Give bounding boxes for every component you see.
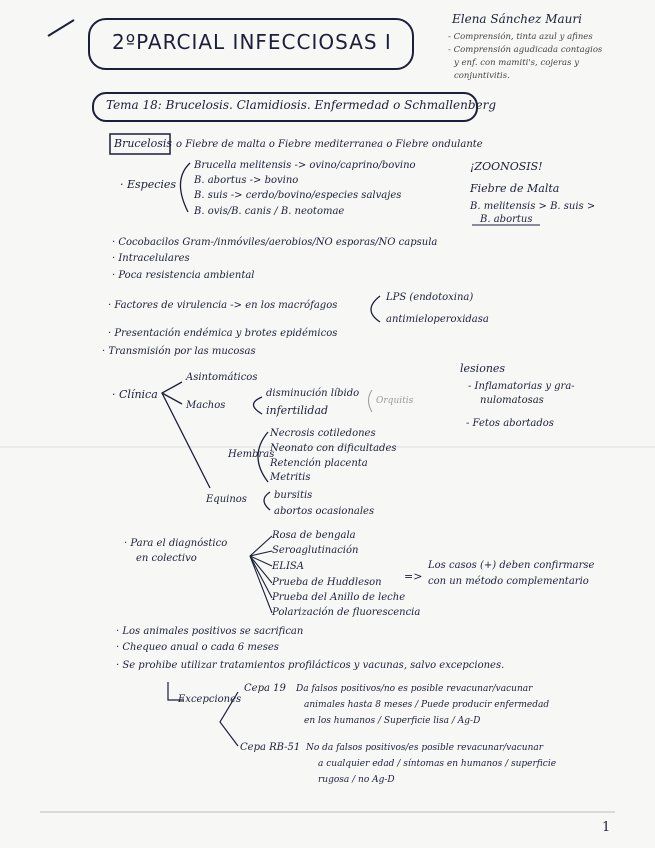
header-note-4: conjuntivitis. [454,71,510,81]
lesiones-title: lesiones [460,362,506,375]
machos-label: Machos [186,400,226,411]
zoonosis-line: Fiebre de Malta [470,182,560,195]
header-note-3: y enf. con mamiti's, cojeras y [454,58,579,68]
hembras-item: Retención placenta [270,458,368,469]
diagnostico-note: Los casos (+) deben confirmarse [428,560,595,571]
especie-item: B. abortus -> bovino [194,175,299,186]
control-line: · Se prohibe utilizar tratamientos profilácticos y vacunas, salvo excepciones. [116,660,505,671]
equinos-item: abortos ocasionales [274,506,375,517]
fact-line: · Presentación endémica y brotes epidémicos [108,328,338,339]
diagnostico-test: Prueba de Huddleson [272,577,382,588]
fact-line: · Cocobacilos Gram-/inmóviles/aerobios/NO esporas/NO capsula [112,237,438,248]
virulencia-item: LPS (endotoxina) [386,292,474,303]
virulencia-label: · Factores de virulencia -> en los macrófagos [108,300,338,311]
orquitis-label: Orquitis [376,396,414,406]
hembras-item: Necrosis cotiledones [270,428,376,439]
diagnostico-arrow: => [404,570,423,583]
cepa19-line: Da falsos positivos/no es posible revacunar/vacunar [296,684,533,694]
cepa19-line: animales hasta 8 meses / Puede producir enfermedad [304,700,550,710]
diagnostico-test: Rosa de bengala [272,530,356,541]
excepciones-label: Excepciones [178,694,242,705]
clinica-label: · Clínica [112,388,158,401]
brucelosis-label: Brucelosis [114,137,173,150]
diagnostico-note: con un método complementario [428,576,589,587]
zoonosis-title: ¡ZOONOSIS! [470,160,543,173]
brucelosis-synonyms: o Fiebre de malta o Fiebre mediterranea o Fiebre ondulante [176,139,483,150]
control-line: · Los animales positivos se sacrifican [116,626,304,637]
cepa19-label: Cepa 19 [244,683,286,694]
especies-label: · Especies [120,178,177,191]
zoonosis-line: B. abortus [480,214,533,225]
equinos-item: bursitis [274,490,313,501]
page-number: 1 [602,820,611,835]
lesiones-item: - Fetos abortados [466,418,554,429]
diagnostico-test: ELISA [272,561,304,572]
rb51-line: No da falsos positivos/es posible revacunar/vacunar [306,743,544,753]
diagnostico-test: Prueba del Anillo de leche [272,592,406,603]
diagnostico-test: Polarización de fluorescencia [272,607,421,618]
especie-item: B. suis -> cerdo/bovino/especies salvajes [194,190,402,201]
rb51-line: rugosa / no Ag-D [318,775,395,785]
lesiones-item: - Inflamatorias y gra- [468,381,575,392]
machos-item: infertilidad [266,404,329,417]
control-line: · Chequeo anual o cada 6 meses [116,642,279,653]
topic-title: Tema 18: Brucelosis. Clamidiosis. Enfermedad o Schmallenberg [106,98,497,112]
rb51-line: a cualquier edad / síntomas en humanos / superficie [318,759,557,769]
fact-line: · Poca resistencia ambiental [112,270,255,281]
machos-item: disminución líbido [266,388,360,399]
virulencia-item: antimieloperoxidasa [386,314,489,325]
diagnostico-label: en colectivo [136,553,197,564]
hembras-item: Metritis [270,472,311,483]
especie-item: Brucella melitensis -> ovino/caprino/bovino [194,160,416,171]
fact-line: · Transmisión por las mucosas [102,346,256,357]
hembras-item: Neonato con dificultades [270,443,397,454]
diagnostico-label: · Para el diagnóstico [124,538,228,549]
asintomaticos-label: Asintomáticos [186,372,258,383]
zoonosis-line: B. melitensis > B. suis > [470,201,596,212]
hembras-label: Hembras [228,449,275,460]
header-note-2: - Comprensión agudicada contagios [448,45,603,55]
cepa19-line: en los humanos / Superficie lisa / Ag-D [304,716,481,726]
especie-item: B. ovis/B. canis / B. neotomae [194,206,345,217]
header-note-1: - Comprensión, tinta azul y afines [448,32,593,42]
author-name: Elena Sánchez Mauri [452,12,582,26]
equinos-label: Equinos [206,494,247,505]
fact-line: · Intracelulares [112,253,190,264]
lesiones-item: nulomatosas [480,395,544,406]
rb51-label: Cepa RB-51 [240,742,301,753]
diagnostico-test: Seroaglutinación [272,545,359,556]
page-title: 2ºPARCIAL INFECCIOSAS I [112,30,392,54]
